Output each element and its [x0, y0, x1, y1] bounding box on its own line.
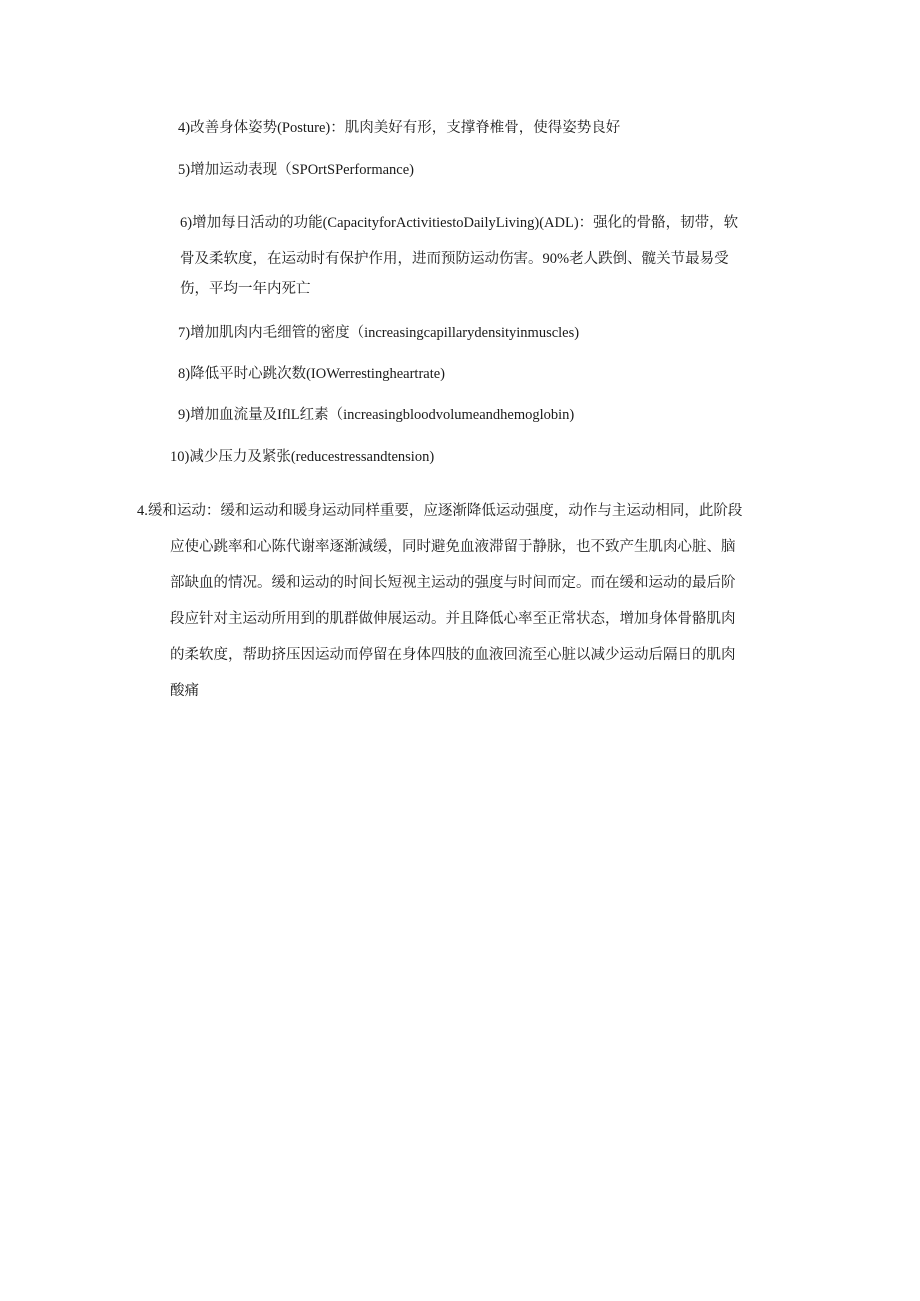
- section-4-line-4: 段应针对主运动所用到的肌群做伸展运动。并且降低心率至正常状态，增加身体骨骼肌肉: [170, 611, 736, 627]
- list-item-6-line-2: 骨及柔软度，在运动时有保护作用，进而预防运动伤害。90%老人跌倒、髋关节最易受: [180, 251, 729, 267]
- section-4-paragraph: [137, 493, 742, 709]
- list-item-5: 5)增加运动表现（SPOrtSPerformance): [178, 162, 414, 178]
- list-item-4: 4)改善身体姿势(Posture)：肌肉美好有形，支撑脊椎骨，使得姿势良好: [178, 120, 621, 136]
- section-4-line-1: 4.缓和运动：缓和运动和暖身运动同样重要，应逐渐降低运动强度，动作与主运动相同，此阶段: [137, 503, 743, 519]
- section-4-line-2: 应使心跳率和心陈代谢率逐渐減缓，同时避免血液滞留于静脉，也不致产生肌肉心脏、脑: [170, 539, 736, 555]
- list-item-6-line-1: 6)增加每日活动的功能(CapacityforActivitiestoDailyLiving)(ADL)：强化的骨骼，韧带，软: [180, 215, 739, 231]
- section-4-line-3: 部缺血的情况。缓和运动的时间长短视主运动的强度与时间而定。而在缓和运动的最后阶: [170, 575, 736, 591]
- list-item-7: 7)增加肌肉内毛细管的密度（increasingcapillarydensityinmuscles): [178, 325, 580, 341]
- list-item-8: 8)降低平时心跳次数(IOWerrestingheartrate): [178, 366, 445, 382]
- list-item-9: 9)增加血流量及IflL红素（increasingbloodvolumeandhemoglobin): [178, 407, 575, 423]
- list-item-6: [180, 205, 738, 301]
- section-4-line-6: 酸痛: [170, 683, 199, 699]
- list-item-6-line-3: 伤，平均一年内死亡: [180, 281, 311, 297]
- section-4-line-5: 的柔软度，帮助挤压因运动而停留在身体四肢的血液回流至心脏以减少运动后隔日的肌肉: [170, 647, 736, 663]
- list-item-10: 10)减少压力及紧张(reducestressandtension): [170, 449, 435, 465]
